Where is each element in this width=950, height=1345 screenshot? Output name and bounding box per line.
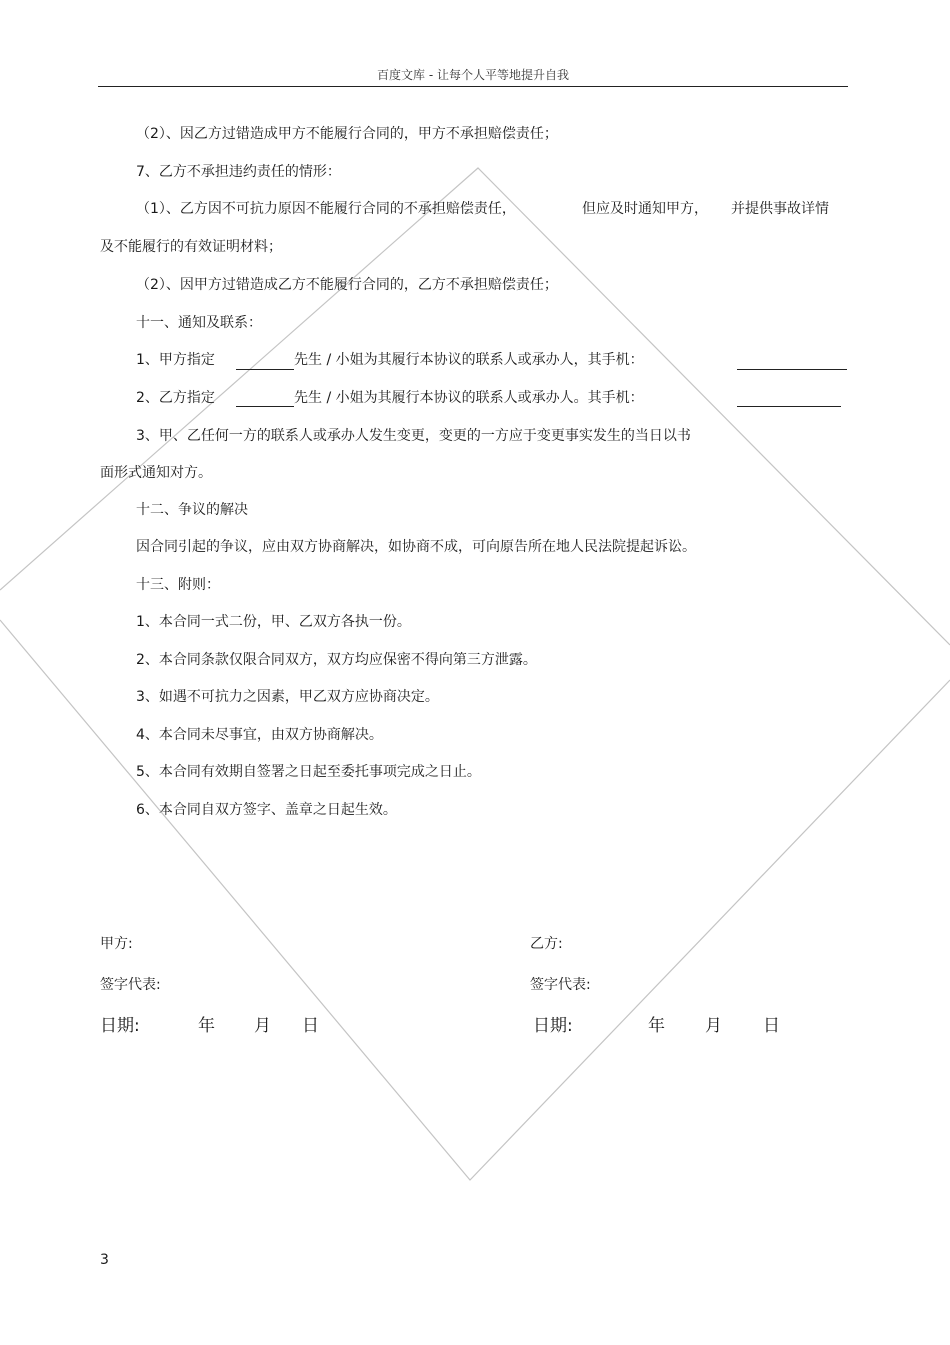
section-heading: 十三、附则： (136, 577, 220, 593)
clause-line: 1、甲方指定 (136, 352, 215, 368)
clause-line: 面形式通知对方。 (100, 465, 212, 481)
party-a-date-month: 月 (254, 1016, 271, 1036)
clause-line: 4、本合同未尽事宜，由双方协商解决。 (136, 727, 383, 743)
clause-line: 并提供事故详情 (731, 201, 829, 217)
party-b-date-label: 日期: (533, 1016, 573, 1036)
clause-line: 先生 / 小姐为其履行本协议的联系人或承办人。其手机： (294, 390, 644, 406)
clause-line: 3、如遇不可抗力之因素，甲乙双方应协商决定。 (136, 689, 439, 705)
fill-in-blank (236, 369, 294, 370)
party-a-date-label: 日期: (100, 1016, 140, 1036)
clause-line: 2、乙方指定 (136, 390, 215, 406)
section-heading: 十一、通知及联系： (136, 315, 262, 331)
clause-line: 3、甲、乙任何一方的联系人或承办人发生变更，变更的一方应于变更事实发生的当日以书 (136, 428, 691, 444)
party-a-rep-label: 签字代表: (100, 977, 161, 993)
party-a-label: 甲方: (100, 936, 133, 952)
clause-line: 1、本合同一式二份，甲、乙双方各执一份。 (136, 614, 411, 630)
clause-line: （2）、因甲方过错造成乙方不能履行合同的，乙方不承担赔偿责任； (136, 277, 558, 293)
party-b-date-day: 日 (763, 1016, 780, 1036)
clause-line: 2、本合同条款仅限合同双方，双方均应保密不得向第三方泄露。 (136, 652, 537, 668)
clause-line: 因合同引起的争议，应由双方协商解决，如协商不成，可向原告所在地人民法院提起诉讼。 (136, 539, 696, 555)
header-divider (98, 86, 848, 87)
party-b-date-month: 月 (705, 1016, 722, 1036)
fill-in-blank (737, 406, 841, 407)
clause-line: 但应及时通知甲方， (582, 201, 708, 217)
clause-line: 先生 / 小姐为其履行本协议的联系人或承办人，其手机： (294, 352, 644, 368)
clause-line: 及不能履行的有效证明材料； (100, 239, 282, 255)
page-number: 3 (100, 1252, 109, 1268)
clause-line: 7、乙方不承担违约责任的情形： (136, 164, 341, 180)
page-header: 百度文库 - 让每个人平等地提升自我 (377, 68, 569, 82)
party-a-date-day: 日 (302, 1016, 319, 1036)
section-heading: 十二、争议的解决 (136, 502, 248, 518)
fill-in-blank (737, 369, 847, 370)
clause-line: 5、本合同有效期自签署之日起至委托事项完成之日止。 (136, 764, 481, 780)
party-b-label: 乙方: (530, 936, 563, 952)
party-b-rep-label: 签字代表: (530, 977, 591, 993)
clause-line: 6、本合同自双方签字、盖章之日起生效。 (136, 802, 397, 818)
fill-in-blank (236, 406, 294, 407)
clause-line: （1）、乙方因不可抗力原因不能履行合同的不承担赔偿责任， (136, 201, 516, 217)
party-a-date-year: 年 (198, 1016, 215, 1036)
party-b-date-year: 年 (648, 1016, 665, 1036)
clause-line: （2）、因乙方过错造成甲方不能履行合同的，甲方不承担赔偿责任； (136, 126, 558, 142)
